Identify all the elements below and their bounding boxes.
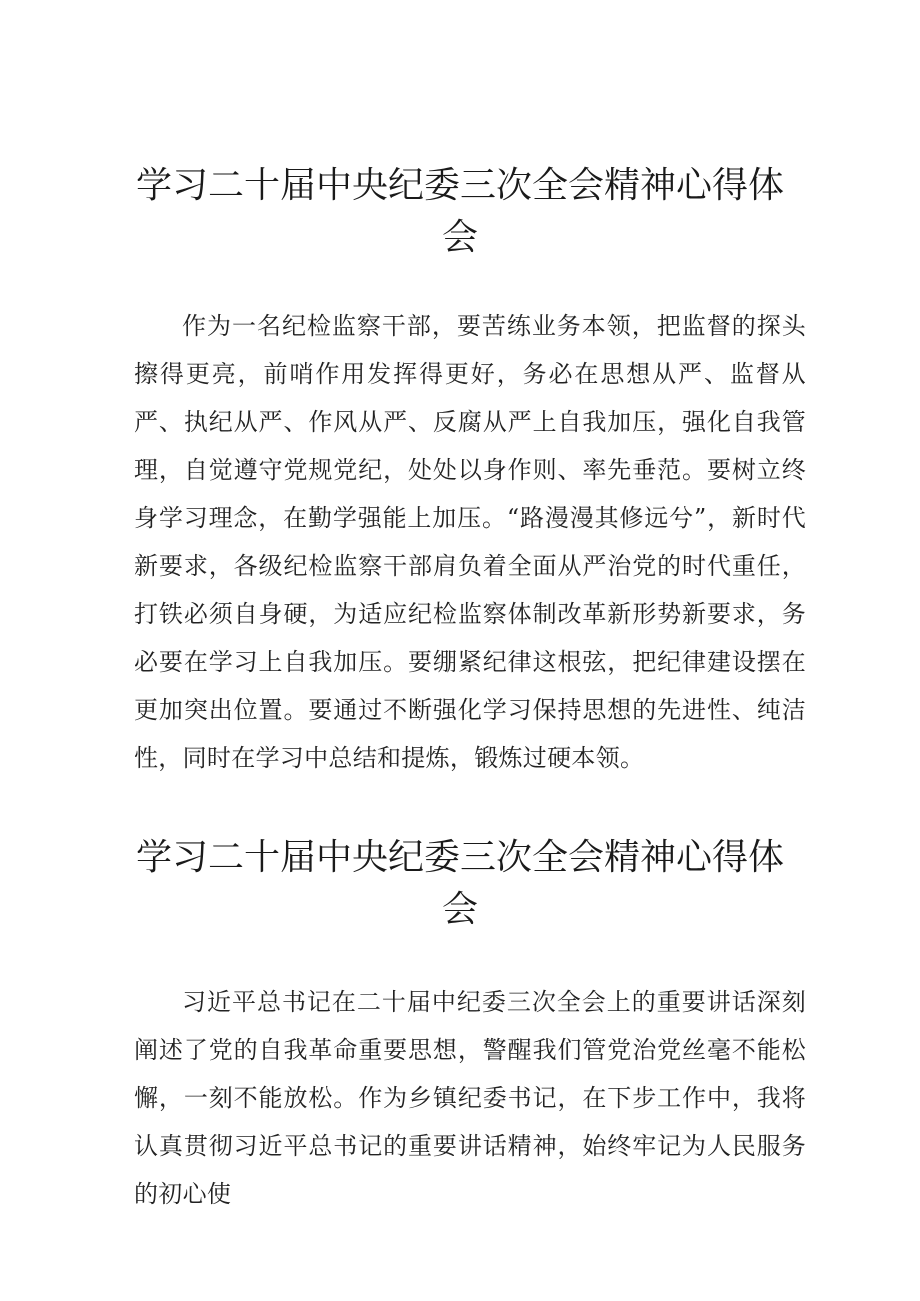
section-2-body: 习近平总书记在二十届中纪委三次全会上的重要讲话深刻阐述了党的自我革命重要思想，警醒我们管党治党丝毫不能松懈，一刻不能放松。作为乡镇纪委书记，在下步工作中，我将认真贯彻习近平总书记的重要讲话精神，始终牢记为人民服务的初心使 [134, 988, 806, 1208]
section-1-title: 学习二十届中央纪委三次全会精神心得体会 [135, 165, 784, 258]
section-2-title: 学习二十届中央纪委三次全会精神心得体会 [135, 837, 784, 930]
section-1-body: 作为一名纪检监察干部，要苦练业务本领，把监督的探头擦得更亮，前哨作用发挥得更好，务必在思想从严、监督从严、执纪从严、作风从严、反腐从严上自我加压，强化自我管理，自觉遵守党规党纪，处处以身作则、率先垂范。要树立终身学习理念，在勤学强能上加压。“路漫漫其修远兮”，新时代新要求，各级纪检监察干部肩负着全面从严治党的时代重任，打铁必须自身硬，为适应纪检监察体制改革新形势新要求，务必要在学习上自我加压。要绷紧纪律这根弦，把纪律建设摆在更加突出位置。要通过不断强化学习保持思想的先进性、纯洁性，同时在学习中总结和提炼，锻炼过硬本领。 [134, 312, 806, 772]
